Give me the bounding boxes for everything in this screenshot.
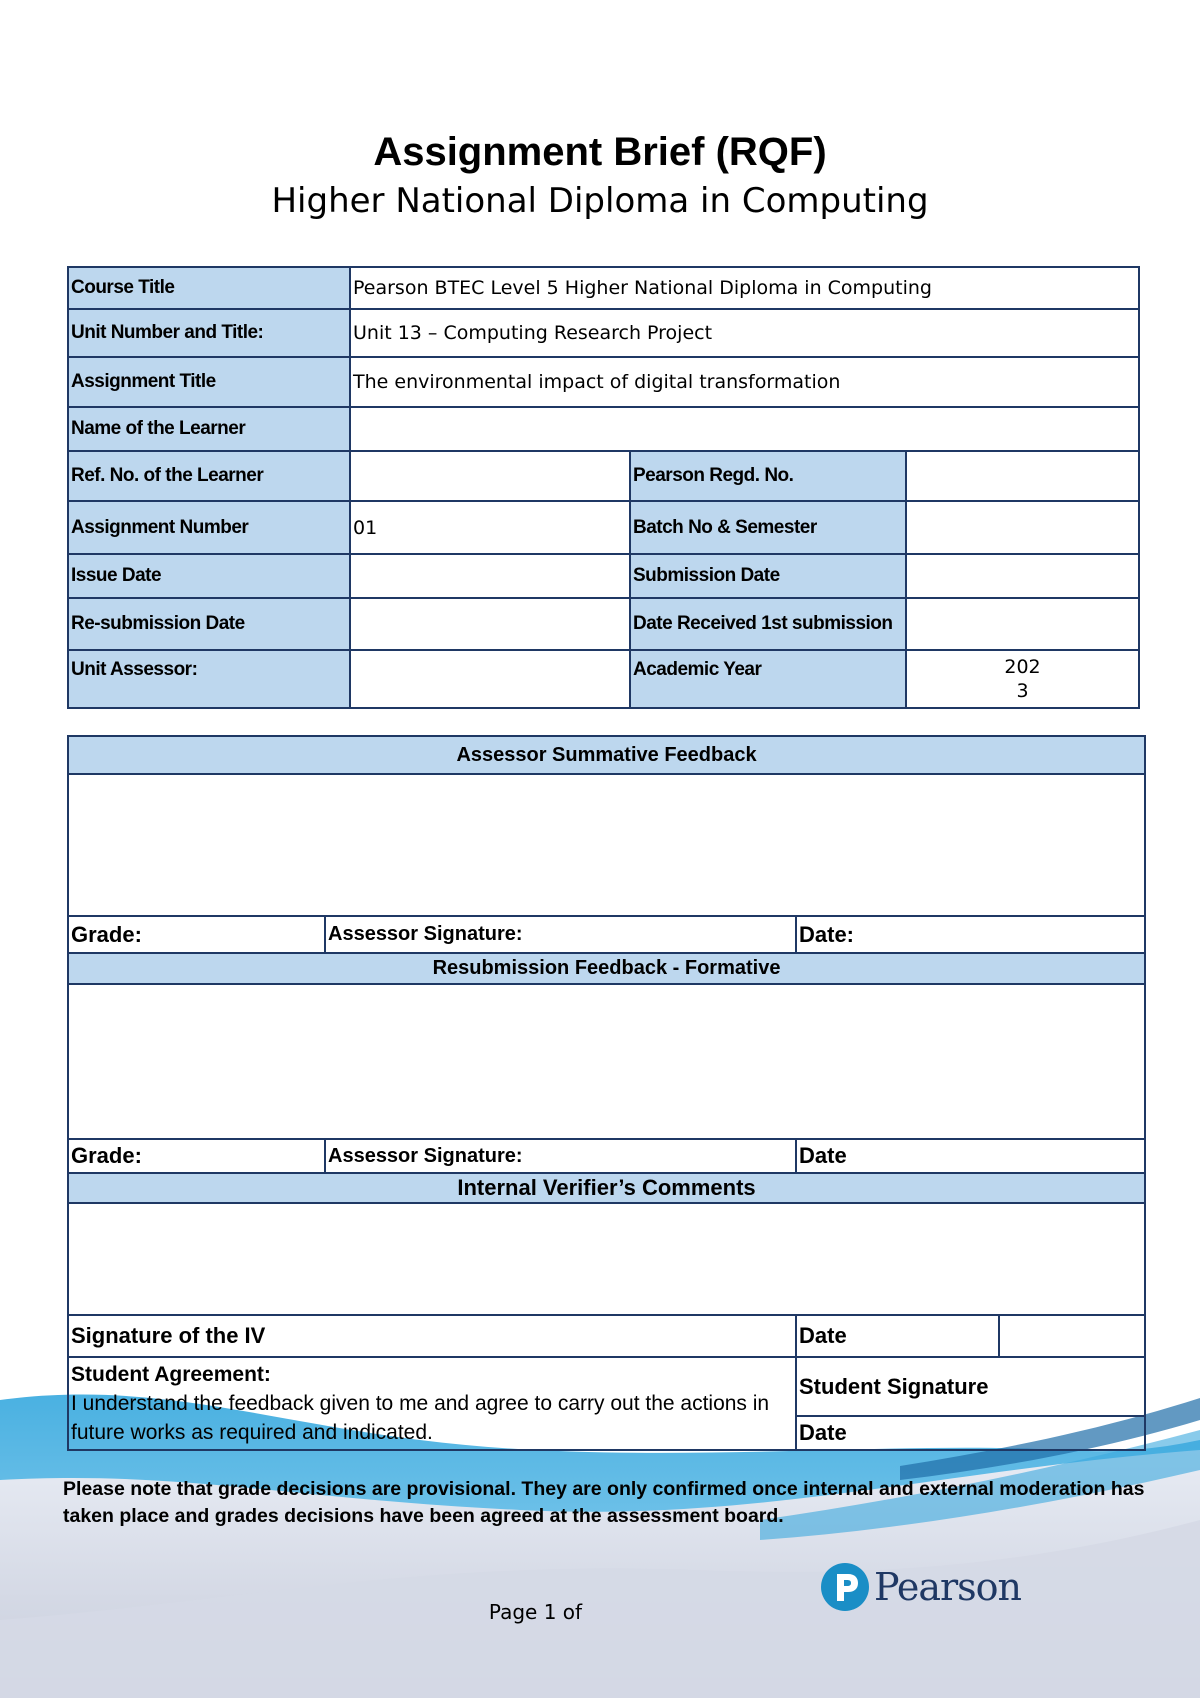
date-label[interactable]: Date: [796, 916, 1145, 953]
academic-year-line-1: 202 [1004, 656, 1041, 678]
batch-label: Batch No & Semester [630, 501, 906, 554]
assessor-signature-label[interactable]: Assessor Signature: [325, 916, 796, 953]
issue-date-field[interactable] [350, 554, 630, 598]
table-row [68, 984, 1145, 1139]
iv-comments-header: Internal Verifier’s Comments [68, 1173, 1145, 1203]
iv-date-label: Date [796, 1315, 999, 1357]
unit-assessor-label: Unit Assessor: [68, 650, 350, 708]
pearson-logo-icon [820, 1562, 870, 1612]
academic-year-label: Academic Year [630, 650, 906, 708]
table-row [68, 650, 1139, 708]
iv-comments-area[interactable] [68, 1203, 1145, 1315]
assignment-info-table [67, 266, 1140, 709]
pearson-logo [820, 1562, 1021, 1612]
ref-no-label: Ref. No. of the Learner [68, 451, 350, 501]
date-label[interactable]: Date [796, 1139, 1145, 1173]
table-row [68, 1139, 1145, 1173]
student-agreement [68, 1357, 796, 1450]
learner-name-field[interactable] [350, 407, 1139, 451]
batch-field[interactable] [906, 501, 1139, 554]
summative-feedback-area[interactable] [68, 774, 1145, 916]
resubmission-feedback-area[interactable] [68, 984, 1145, 1139]
grade-label: Grade: [68, 1139, 325, 1173]
table-row [68, 1173, 1145, 1203]
assignment-title-value[interactable]: The environmental impact of digital transformation [350, 357, 1139, 407]
table-row [68, 774, 1145, 916]
resubmission-date-label: Re-submission Date [68, 598, 350, 650]
table-row [68, 451, 1139, 501]
table-row [68, 736, 1145, 774]
assignment-number-label: Assignment Number [68, 501, 350, 554]
summative-feedback-header: Assessor Summative Feedback [68, 736, 1145, 774]
title-block [0, 128, 1200, 224]
table-row [68, 357, 1139, 407]
table-row [68, 554, 1139, 598]
submission-date-label: Submission Date [630, 554, 906, 598]
pearson-logo-text: Pearson [874, 1565, 1022, 1609]
page-title: Assignment Brief (RQF) [373, 130, 827, 174]
table-row [68, 1203, 1145, 1315]
table-row [68, 407, 1139, 451]
page-number: Page 1 of [488, 1600, 583, 1624]
grade-label: Grade: [68, 916, 325, 953]
resubmission-feedback-header: Resubmission Feedback - Formative [68, 953, 1145, 984]
table-row [68, 309, 1139, 357]
course-title-value[interactable]: Pearson BTEC Level 5 Higher National Diploma in Computing [350, 267, 1139, 309]
date-received-field[interactable] [906, 598, 1139, 650]
academic-year-value[interactable] [906, 650, 1139, 708]
page-subtitle: Higher National Diploma in Computing [271, 181, 929, 221]
pearson-regd-label: Pearson Regd. No. [630, 451, 906, 501]
table-row [68, 916, 1145, 953]
table-row [68, 267, 1139, 309]
learner-name-label: Name of the Learner [68, 407, 350, 451]
submission-date-field[interactable] [906, 554, 1139, 598]
iv-signature-label[interactable]: Signature of the IV [68, 1315, 796, 1357]
issue-date-label: Issue Date [68, 554, 350, 598]
student-agreement-text: I understand the feedback given to me and agree to carry out the actions in future works as required and indicated. [71, 1392, 770, 1444]
table-row [68, 598, 1139, 650]
feedback-table [67, 735, 1146, 1451]
moderation-note: Please note that grade decisions are provisional. They are only confirmed once internal and external moderation has taken place and grades decisions have been agreed at the assessment board. [63, 1478, 1145, 1527]
assignment-title-label: Assignment Title [68, 357, 350, 407]
table-row [68, 1357, 1145, 1416]
date-received-label: Date Received 1st submission [630, 598, 906, 650]
course-title-label: Course Title [68, 267, 350, 309]
student-date-label[interactable]: Date [796, 1416, 1145, 1450]
student-signature-label[interactable]: Student Signature [796, 1357, 1145, 1416]
academic-year-line-2: 3 [1016, 680, 1029, 702]
assessor-signature-label[interactable]: Assessor Signature: [325, 1139, 796, 1173]
table-row [68, 1315, 1145, 1357]
resubmission-date-field[interactable] [350, 598, 630, 650]
unit-value[interactable]: Unit 13 – Computing Research Project [350, 309, 1139, 357]
unit-label: Unit Number and Title: [68, 309, 350, 357]
pearson-regd-field[interactable] [906, 451, 1139, 501]
table-row [68, 953, 1145, 984]
table-row [68, 501, 1139, 554]
student-agreement-title: Student Agreement: [71, 1363, 271, 1386]
assignment-number-value[interactable]: 01 [350, 501, 630, 554]
unit-assessor-field[interactable] [350, 650, 630, 708]
ref-no-field[interactable] [350, 451, 630, 501]
iv-date-field[interactable] [999, 1315, 1145, 1357]
